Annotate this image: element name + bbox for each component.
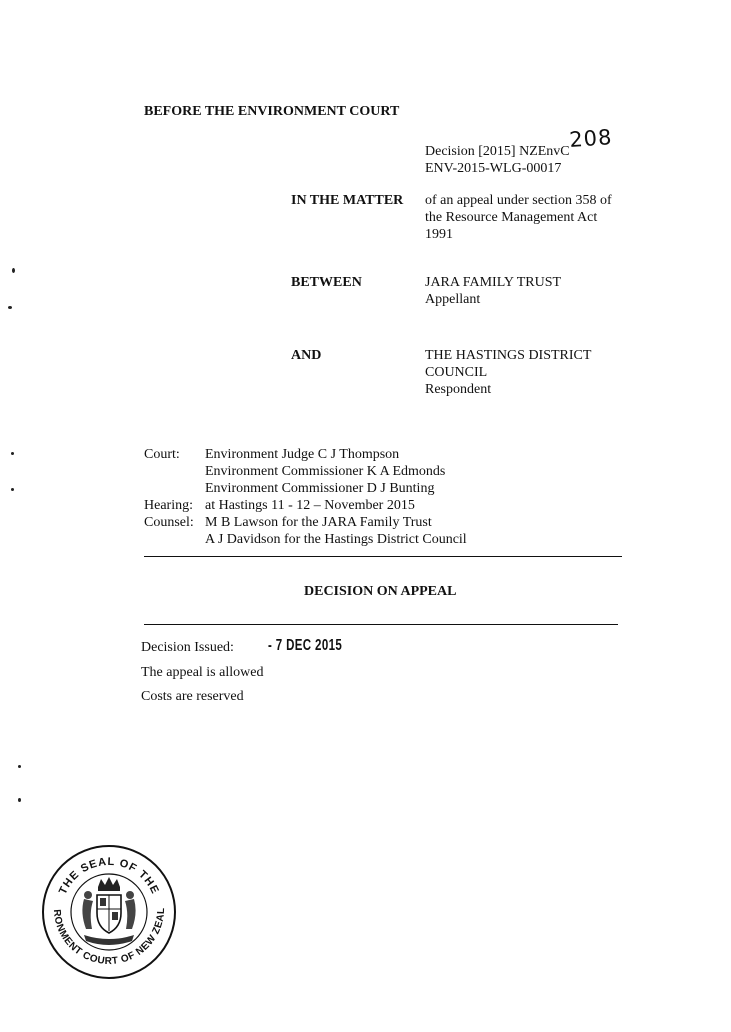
respondent-role: Respondent: [425, 382, 492, 397]
matter-line: of an appeal under section 358 of: [425, 193, 612, 208]
decision-title: DECISION ON APPEAL: [304, 584, 457, 599]
and-label: AND: [291, 348, 322, 363]
hearing-value: at Hastings 11 - 12 – November 2015: [205, 498, 415, 513]
hearing-label: Hearing:: [144, 498, 193, 513]
scan-speck: [18, 798, 21, 802]
appellant-block: [425, 274, 561, 308]
divider-bottom: [144, 624, 618, 625]
counsel-line: M B Lawson for the JARA Family Trust: [205, 515, 432, 530]
scan-speck: [11, 452, 14, 455]
court-member: Environment Judge C J Thompson: [205, 447, 400, 462]
scan-speck: [8, 306, 12, 309]
matter-line: 1991: [425, 227, 453, 242]
seal-bottom-text: RONMENT COURT OF NEW ZEAL: [50, 907, 168, 968]
file-number: ENV-2015-WLG-00017: [425, 161, 562, 176]
matter-line: the Resource Management Act: [425, 210, 598, 225]
issued-label: Decision Issued:: [141, 640, 234, 655]
scan-speck: [11, 488, 14, 491]
court-members: [205, 446, 445, 497]
court-heading: BEFORE THE ENVIRONMENT COURT: [144, 104, 400, 119]
counsel-line: A J Davidson for the Hastings District Council: [205, 532, 467, 547]
court-member: Environment Commissioner D J Bunting: [205, 481, 435, 496]
court-seal: [40, 843, 178, 981]
respondent-name-line: THE HASTINGS DISTRICT: [425, 348, 592, 363]
between-label: BETWEEN: [291, 275, 362, 290]
matter-label: IN THE MATTER: [291, 193, 404, 208]
scan-speck: [18, 765, 21, 768]
issued-date-stamp: - 7 DEC 2015: [268, 637, 343, 654]
court-member: Environment Commissioner K A Edmonds: [205, 464, 446, 479]
counsel-list: [205, 514, 467, 548]
appellant-name: JARA FAMILY TRUST: [425, 275, 562, 290]
seal-emblem-icon: [40, 843, 178, 981]
seal-top-text: THE SEAL OF THE: [56, 855, 162, 897]
respondent-name-line: COUNCIL: [425, 365, 488, 380]
court-label: Court:: [144, 447, 180, 462]
decision-reference: Decision [2015] NZEnvC: [425, 144, 570, 159]
outcome-appeal: The appeal is allowed: [141, 665, 264, 680]
handwritten-decision-number: 208: [568, 125, 614, 152]
matter-text: [425, 192, 612, 243]
respondent-block: [425, 347, 591, 398]
counsel-label: Counsel:: [144, 515, 194, 530]
appellant-role: Appellant: [425, 292, 481, 307]
outcome-costs: Costs are reserved: [141, 689, 244, 704]
scan-speck: [12, 268, 15, 273]
divider-top: [144, 556, 622, 557]
